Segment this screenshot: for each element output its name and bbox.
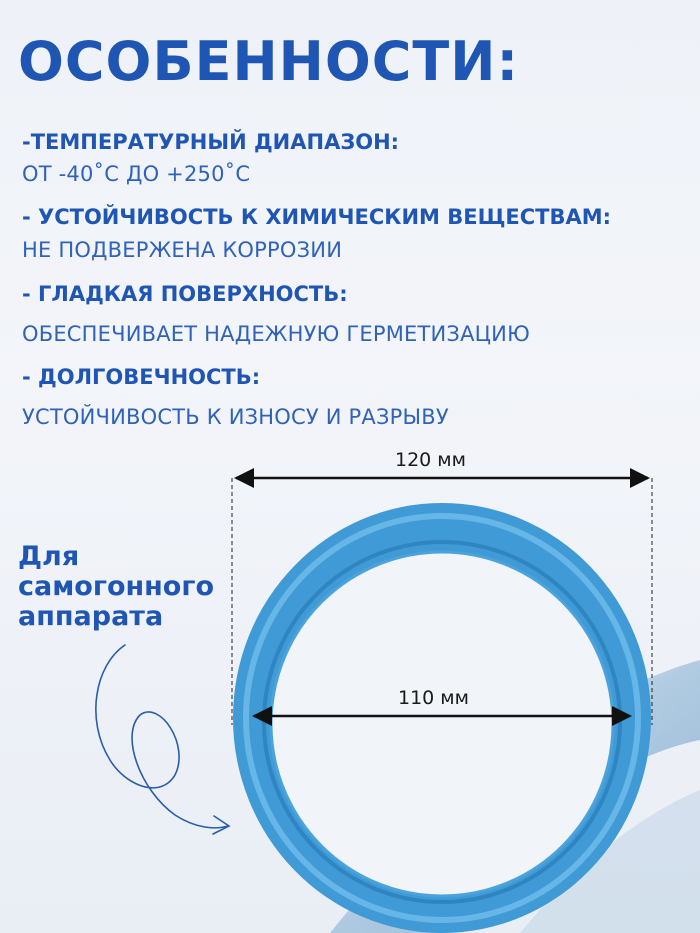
inner-dimension-label: 110 мм [398,687,469,709]
side-label-line1: Для [18,541,80,572]
feature-desc-surface: ОБЕСПЕЧИВАЕТ НАДЕЖНУЮ ГЕРМЕТИЗАЦИЮ [22,322,530,346]
curly-arrow-icon [96,645,229,834]
feature-heading-temperature: -ТЕМПЕРАТУРНЫЙ ДИАПАЗОН: [22,130,400,154]
outer-dimension-label: 120 мм [395,449,466,471]
feature-heading-durability: - ДОЛГОВЕЧНОСТЬ: [22,365,261,389]
silicone-ring [233,503,651,933]
side-label-line3: аппарата [18,601,164,632]
feature-heading-surface: - ГЛАДКАЯ ПОВЕРХНОСТЬ: [22,282,348,306]
feature-desc-temperature: ОТ -40˚C ДО +250˚C [22,162,251,186]
feature-desc-chemical: НЕ ПОДВЕРЖЕНА КОРРОЗИИ [22,238,343,262]
page-title: ОСОБЕННОСТИ: [18,30,520,93]
side-label-line2: самогонного [18,571,215,602]
feature-desc-durability: УСТОЙЧИВОСТЬ К ИЗНОСУ И РАЗРЫВУ [22,405,449,429]
feature-heading-chemical: - УСТОЙЧИВОСТЬ К ХИМИЧЕСКИМ ВЕЩЕСТВАМ: [22,205,612,229]
